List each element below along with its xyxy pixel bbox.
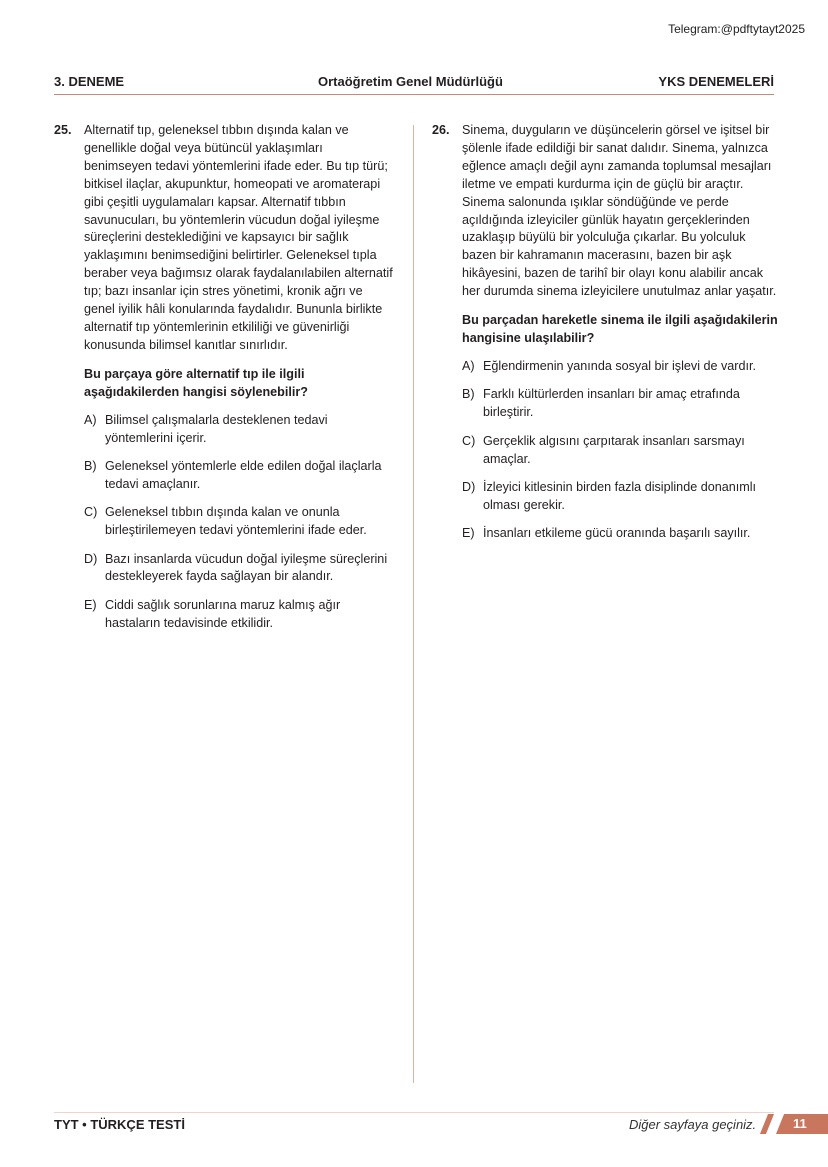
option-d[interactable]	[462, 479, 782, 515]
option-c[interactable]	[84, 504, 394, 540]
exam-title: 3. DENEME	[54, 74, 125, 89]
option-text: Ciddi sağlık sorunlarına maruz kalmış ağır hastaların tedavisinde etkilidir.	[105, 597, 341, 630]
option-letter: B)	[462, 387, 475, 402]
option-text: Geleneksel tıbbın dışında kalan ve onunla birleştirilemeyen tedavi yöntemlerini ifade eder.	[105, 505, 367, 538]
watermark-text: Telegram:@pdftytayt2025	[668, 22, 805, 36]
option-a[interactable]	[84, 412, 394, 448]
page-number: 11	[793, 1116, 807, 1131]
option-c[interactable]	[462, 433, 782, 469]
option-text: Geleneksel yöntemlerle elde edilen doğal ilaçlarla tedavi amaçlanır.	[105, 458, 382, 491]
option-text: Gerçeklik algısını çarpıtarak insanları sarsmayı amaçlar.	[483, 433, 745, 466]
option-text: Eğlendirmenin yanında sosyal bir işlevi de vardır.	[483, 358, 757, 373]
option-e[interactable]	[462, 525, 782, 543]
option-letter: B)	[84, 458, 97, 473]
answer-options	[462, 358, 782, 543]
option-text: Bazı insanlarda vücudun doğal iyileşme süreçlerini destekleyerek fayda sağlayan bir alandır.	[105, 551, 388, 584]
test-name: TYT • TÜRKÇE TESTİ	[54, 1117, 185, 1132]
option-b[interactable]	[84, 458, 394, 494]
question-prompt: Bu parçadan hareketle sinema ile ilgili aşağıdakilerin hangisine ulaşılabilir?	[462, 313, 778, 345]
option-text: Bilimsel çalışmalarla desteklenen tedavi yöntemlerini içerir.	[105, 412, 328, 445]
option-letter: D)	[462, 479, 476, 494]
answer-options	[84, 412, 394, 633]
question-stem: Sinema, duyguların ve düşüncelerin görsel ve işitsel bir şölenle ifade edildiği bir sanat dalıdır. Sinema, yalnızca eğlence amaçlı değil aynı zamanda toplumsal mesajları iletme ve empati kurdurma için de güçlü bir araçtır. Sinema salonunda ışıklar söndüğünde ve perde açıldığında izleyiciler günlük hayatın gerçeklerinden uzaklaşıp büyülü bir yolculuğa çıkarlar. Bu yolculuk bazen bir kahramanın macerasını, bazen bir aşk hikâyesini, bazen de tarihî bir olayı konu alabilir ancak her durumda sinema izleyicilere unutulmaz anlar yaşatır.	[462, 123, 777, 299]
question-stem: Alternatif tıp, geleneksel tıbbın dışında kalan ve genellikle doğal veya bütüncül yaklaşımları benimseyen tedavi yöntemlerini ifade eder. Bu tıp türü; bitkisel ilaçlar, akupunktur, homeopati ve aromaterapi gibi çeşitli uygulamaları kapsar. Alternatif tıbbın savunucuları, bu yöntemlerin vücudun doğal iyileşme süreçlerini desteklediğini ve kapsayıcı bir sağlık yaklaşımını benimsediğini belirtirler. Geleneksel tıpla beraber veya bağımsız olarak faydalanılabilen alternatif tıp; bazı insanlar için stres yönetimi, kronik ağrı ve genel iyilik hâli konularında faydalıdır. Bununla birlikte alternatif tıp yöntemlerinin etkililiği ve güvenirliği konusunda bilimsel kanıtlar sınırlıdır.	[84, 123, 393, 352]
question-number: 26.	[432, 123, 450, 137]
option-letter: D)	[84, 551, 98, 566]
option-d[interactable]	[84, 551, 394, 587]
question-prompt: Bu parçaya göre alternatif tıp ile ilgili aşağıdakilerden hangisi söylenebilir?	[84, 366, 308, 399]
next-page-note: Diğer sayfaya geçiniz.	[629, 1117, 757, 1132]
option-letter: A)	[84, 412, 97, 427]
series-title: YKS DENEMELERİ	[658, 74, 774, 89]
page-header	[54, 74, 774, 95]
question-number: 25.	[54, 123, 72, 137]
option-text: Farklı kültürlerden insanları bir amaç etrafında birleştirir.	[483, 387, 740, 420]
option-text: İzleyici kitlesinin birden fazla disiplinde donanımlı olması gerekir.	[483, 479, 757, 512]
option-e[interactable]	[84, 597, 394, 633]
footer-divider	[54, 1112, 774, 1113]
decorative-slash	[760, 1114, 774, 1134]
option-letter: C)	[84, 505, 98, 520]
question-26	[432, 122, 782, 554]
option-letter: E)	[462, 526, 475, 541]
option-b[interactable]	[462, 386, 782, 422]
option-letter: A)	[462, 358, 475, 373]
option-letter: C)	[462, 433, 476, 448]
publisher-name: Ortaöğretim Genel Müdürlüğü	[318, 74, 503, 89]
option-letter: E)	[84, 597, 97, 612]
column-divider	[413, 125, 414, 1083]
option-a[interactable]	[462, 358, 782, 376]
option-text: İnsanları etkileme gücü oranında başarılı sayılır.	[483, 526, 751, 541]
question-25	[54, 122, 394, 643]
